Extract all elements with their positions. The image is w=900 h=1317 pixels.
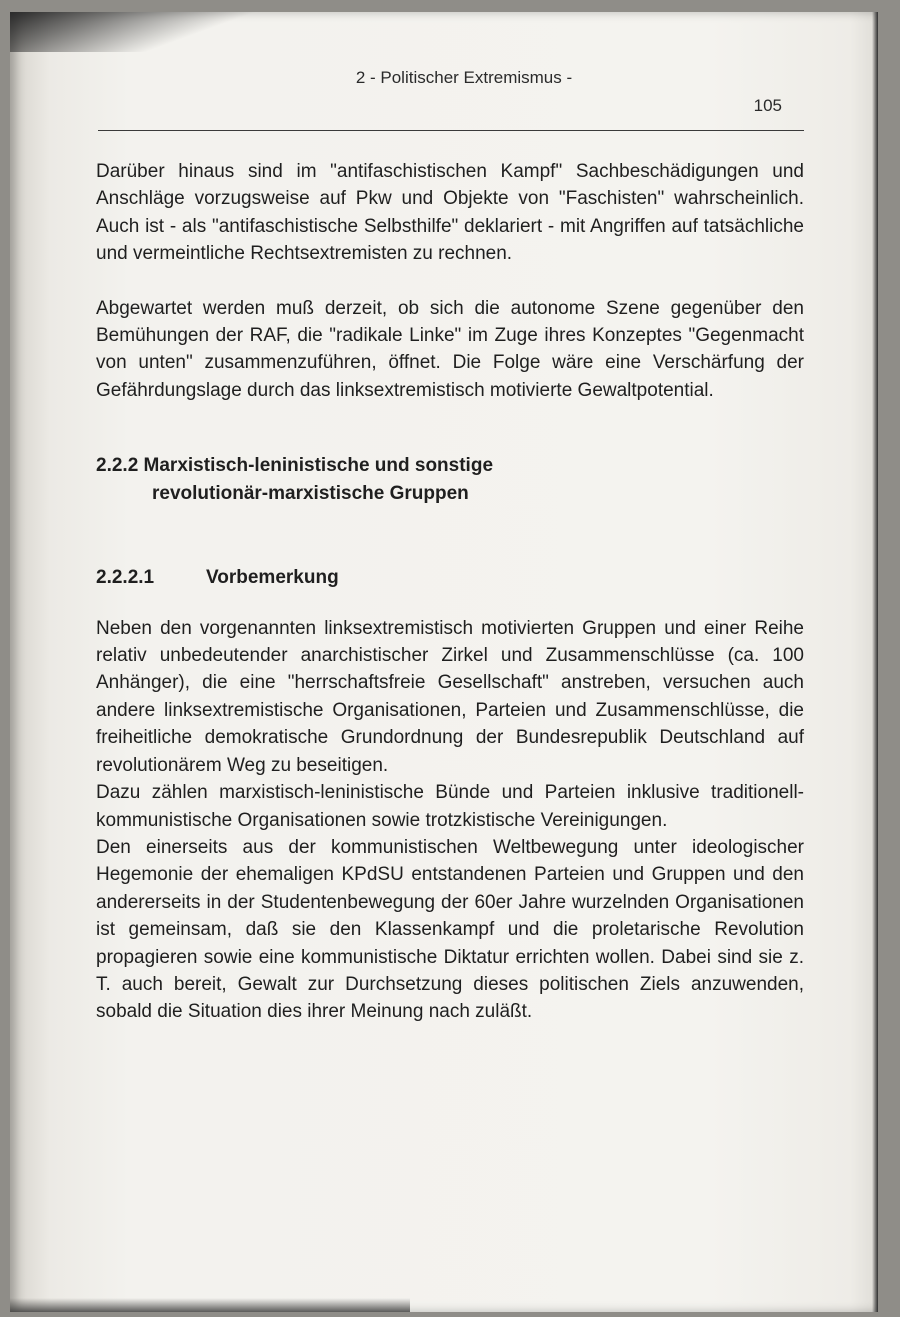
paragraph-3: Neben den vorgenannten linksextremistisch motivierten Gruppen und einer Reihe relativ unbedeutender anarchistischer Zirkel und Zusammenschlüsse (ca. 100 Anhänger), die eine "herrschaftsfreie Gesellschaft" anstreben, versuchen auch andere linksextremistische Organisationen, Parteien und Zusammenschlüsse, die freiheitliche demokratische Grundordnung der Bundesrepublik Deutschland auf revolutionärem Weg zu beseitigen.	[96, 617, 804, 776]
section-heading-line-2: revolutionär-marxistische Gruppen	[152, 483, 469, 505]
page-bottom-shadow	[10, 1298, 410, 1312]
subsection-number: 2.2.2.1	[96, 567, 155, 589]
page-body	[96, 158, 804, 1026]
subsection-title: Vorbemerkung	[206, 567, 339, 589]
section-heading-line-1: 2.2.2 Marxistisch-leninistische und sonstige	[96, 455, 494, 477]
paragraph-4: Dazu zählen marxistisch-leninistische Bünde und Parteien inklusive traditionell-kommunistische Organisationen sowie trotzkistische Vereinigungen.	[96, 782, 804, 831]
page-number: 105	[753, 96, 782, 115]
paragraph-2: Abgewartet werden muß derzeit, ob sich die autonome Szene gegenüber den Bemühungen der RAF, die "radikale Linke" im Zuge ihres Konzeptes "Gegenmacht von unten" zusammenzuführen, öffnet. Die Folge wäre eine Verschärfung der Gefährdungslage durch das linksextremistisch motivierte Gewaltpotential.	[96, 297, 804, 401]
page-corner-shadow	[10, 12, 310, 52]
running-header: 2 - Politischer Extremismus -	[355, 68, 573, 87]
section-heading	[96, 452, 804, 508]
header-divider	[98, 130, 804, 131]
page-edge-shadow	[872, 12, 878, 1312]
subsection-heading	[96, 564, 804, 591]
document-page	[10, 12, 878, 1312]
paragraph-5: Den einerseits aus der kommunistischen Weltbewegung unter ideologischer Hegemonie der ehemaligen KPdSU entstandenen Parteien und Gruppen und den andererseits in der Studentenbewegung der 60er Jahre wurzelnden Organisationen ist gemeinsam, daß sie den Klassenkampf und die proletarische Revolution propagieren sowie eine kommunistische Diktatur errichten wollen. Dabei sind sie z. T. auch bereit, Gewalt zur Durchsetzung dieses politischen Ziels anzuwenden, sobald die Situation dies ihrer Meinung nach zuläßt.	[96, 836, 804, 1023]
paragraph-1: Darüber hinaus sind im "antifaschistischen Kampf" Sachbeschädigungen und Anschläge vorzugsweise auf Pkw und Objekte von "Faschisten" wahrscheinlich. Auch ist - als "antifaschistische Selbsthilfe" deklariert - mit Angriffen auf tatsächliche und vermeintliche Rechtsextremisten zu rechnen.	[96, 161, 804, 265]
